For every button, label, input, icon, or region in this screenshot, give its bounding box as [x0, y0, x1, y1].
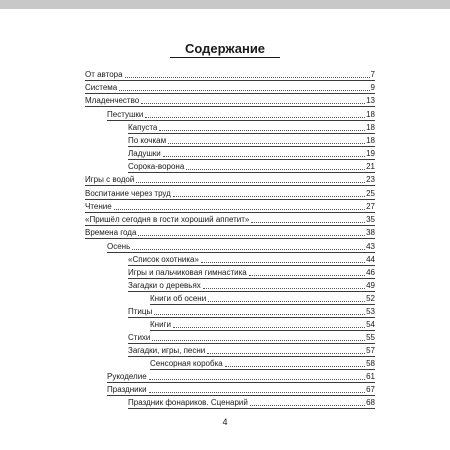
toc-entry-page: 21: [366, 162, 375, 171]
toc-leader: [149, 379, 365, 380]
toc-entry-title: Праздники: [107, 385, 147, 394]
toc-leader: [173, 327, 365, 328]
toc-leader: [119, 90, 369, 91]
toc-entry-page: 27: [366, 202, 375, 211]
page-title: Содержание: [184, 41, 266, 56]
toc-row: [85, 81, 375, 94]
toc-leader: [132, 249, 365, 250]
toc-entry-title: Капуста: [128, 123, 158, 132]
toc-entry-title: Стихи: [128, 333, 151, 342]
toc-leader: [149, 392, 366, 393]
toc-entry-page: 7: [370, 70, 375, 79]
toc-row: [128, 279, 375, 292]
toc-entry-title: Пестушки: [107, 110, 144, 119]
toc-leader: [114, 209, 365, 210]
toc-entry-page: 25: [366, 189, 375, 198]
toc-leader: [173, 196, 365, 197]
toc-row: [85, 173, 375, 186]
toc-leader: [250, 405, 365, 406]
toc-row: [85, 200, 375, 213]
toc-leader: [225, 366, 365, 367]
toc-entry-title: Игры и пальчиковая гимнастика: [128, 268, 247, 277]
toc-leader: [186, 169, 365, 170]
toc-entry-title: Система: [85, 83, 118, 92]
toc-entry-page: 13: [366, 96, 375, 105]
toc-row: [85, 213, 375, 226]
toc-row: [128, 147, 375, 160]
toc-entry-page: 19: [366, 149, 375, 158]
toc-entry-title: Загадки о деревьях: [128, 281, 201, 290]
toc-entry-page: 46: [366, 268, 375, 277]
toc-entry-title: Чтение: [85, 202, 112, 211]
toc-entry-title: Сорока-ворона: [128, 162, 185, 171]
toc-leader: [163, 156, 365, 157]
toc-leader: [159, 130, 365, 131]
toc-entry-title: Младенчество: [85, 96, 140, 105]
toc-leader: [138, 235, 365, 236]
toc-entry-title: Воспитание через труд: [85, 189, 171, 198]
toc-entry-page: 18: [366, 123, 375, 132]
toc-leader: [168, 143, 365, 144]
toc-entry-page: 9: [370, 83, 375, 92]
toc-entry-page: 68: [366, 398, 375, 407]
toc-row: [150, 318, 375, 331]
toc-entry-title: Птицы: [128, 307, 153, 316]
toc-entry-title: Загадки, игры, песни: [128, 346, 206, 355]
toc-entry-page: 53: [366, 307, 375, 316]
toc-entry-title: Праздник фонариков. Сценарий: [128, 398, 248, 407]
toc-row: [150, 292, 375, 305]
toc-leader: [145, 117, 365, 118]
toc-entry-title: «Пришёл сегодня в гости хороший аппетит»: [85, 215, 250, 224]
toc-row: [128, 396, 375, 409]
toc-leader: [208, 301, 365, 302]
toc-leader: [125, 77, 370, 78]
toc-row: [107, 370, 375, 383]
toc-entry-title: По кочкам: [128, 136, 167, 145]
toc-entry-page: 58: [366, 359, 375, 368]
toc-entry-page: 55: [366, 333, 375, 342]
toc-row: [128, 134, 375, 147]
toc-leader: [154, 314, 365, 315]
toc-entry-title: Книги об осени: [150, 294, 207, 303]
toc-row: [85, 226, 375, 239]
toc-entry-page: 44: [366, 255, 375, 264]
toc-entry-title: Книги: [150, 320, 171, 329]
toc-entry-page: 54: [366, 320, 375, 329]
toc-leader: [203, 288, 365, 289]
toc-row: [128, 331, 375, 344]
toc-entry-title: Игры с водой: [85, 175, 135, 184]
toc-row: [128, 305, 375, 318]
toc-row: [150, 357, 375, 370]
toc-leader: [201, 262, 365, 263]
toc-row: [128, 121, 375, 134]
toc-entry-page: 49: [366, 281, 375, 290]
toc-leader: [141, 103, 365, 104]
toc-entry-title: От автора: [85, 70, 123, 79]
toc-row: [107, 240, 375, 253]
toc-row: [128, 266, 375, 279]
toc-entry-page: 35: [366, 215, 375, 224]
toc-row: [85, 187, 375, 200]
toc-entry-title: Сенсорная коробка: [150, 359, 223, 368]
toc-entry-page: 61: [366, 372, 375, 381]
toc-entry-page: 57: [366, 346, 375, 355]
toc-entry-title: Рукоделие: [107, 372, 147, 381]
toc-entry-title: Ладушки: [128, 149, 161, 158]
toc-leader: [136, 182, 365, 183]
toc-entry-page: 67: [366, 385, 375, 394]
toc-entry-title: «Список охотника»: [128, 255, 199, 264]
toc-entry-title: Осень: [107, 242, 131, 251]
toc-leader: [251, 222, 365, 223]
toc-leader: [152, 340, 365, 341]
toc-row: [128, 344, 375, 357]
toc-row: [85, 68, 375, 81]
toc-entry-title: Времена года: [85, 228, 137, 237]
toc-row: [107, 383, 375, 396]
toc-row: [128, 253, 375, 266]
toc-entry-page: 52: [366, 294, 375, 303]
toc-row: [107, 108, 375, 121]
toc-entry-page: 18: [366, 110, 375, 119]
toc-entry-page: 18: [366, 136, 375, 145]
toc-entry-page: 23: [366, 175, 375, 184]
toc-row: [85, 94, 375, 107]
toc-leader: [249, 275, 365, 276]
toc-leader: [207, 353, 365, 354]
toc-entry-page: 43: [366, 242, 375, 251]
toc-row: [128, 160, 375, 173]
page-number: 4: [222, 417, 228, 427]
toc-entry-page: 38: [366, 228, 375, 237]
